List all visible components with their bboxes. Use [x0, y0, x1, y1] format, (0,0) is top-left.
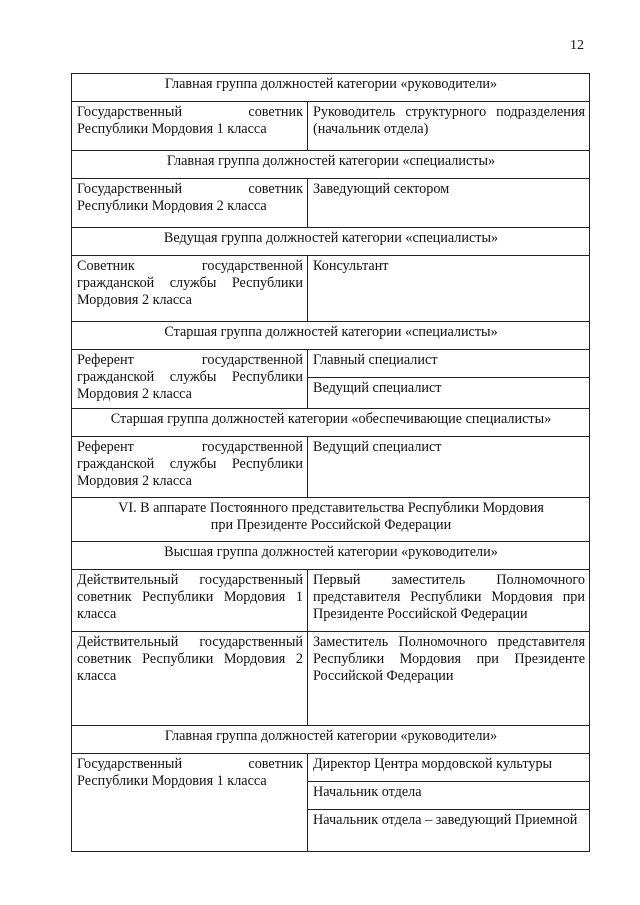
table-row: [72, 350, 590, 378]
table-row: [72, 570, 590, 632]
group-header-row: [72, 409, 590, 437]
class-rank-cell: Референт государственной гражданской службы Республики Мордовия 2 класса: [72, 437, 308, 498]
position-cell: Ведущий специалист: [308, 378, 590, 409]
section-title-line: VI. В аппарате Постоянного представительства Республики Мордовия: [118, 500, 544, 516]
class-rank-cell: Государственный советник Республики Мордовия 1 класса: [72, 754, 308, 852]
group-header: Старшая группа должностей категории «специалисты»: [72, 322, 590, 350]
class-rank-cell: Государственный советник Республики Мордовия 1 класса: [72, 102, 308, 151]
group-header: Старшая группа должностей категории «обеспечивающие специалисты»: [72, 409, 590, 437]
position-cell: Ведущий специалист: [308, 437, 590, 498]
table-row: [72, 632, 590, 726]
group-header: Главная группа должностей категории «руководители»: [72, 74, 590, 102]
group-header: Главная группа должностей категории «специалисты»: [72, 151, 590, 179]
group-header: Главная группа должностей категории «руководители»: [72, 726, 590, 754]
positions-table: [71, 73, 590, 852]
class-rank-cell: Действительный государственный советник Республики Мордовия 1 класса: [72, 570, 308, 632]
position-cell: Начальник отдела: [308, 782, 590, 810]
section-header: [72, 498, 590, 542]
position-cell: Главный специалист: [308, 350, 590, 378]
position-cell: Заместитель Полномочного представителя Республики Мордовия при Президенте Российской Федерации: [308, 632, 590, 726]
section-header-row: [72, 498, 590, 542]
position-cell: Консультант: [308, 256, 590, 322]
table-row: [72, 179, 590, 228]
section-title-line: при Президенте Российской Федерации: [210, 517, 452, 533]
page-number: 12: [570, 38, 584, 53]
group-header: Ведущая группа должностей категории «специалисты»: [72, 228, 590, 256]
position-cell: Руководитель структурного подразделения (начальник отдела): [308, 102, 590, 151]
group-header-row: [72, 542, 590, 570]
table-row: [72, 102, 590, 151]
position-cell: Начальник отдела – заведующий Приемной: [308, 810, 590, 852]
position-cell: Директор Центра мордовской культуры: [308, 754, 590, 782]
group-header-row: [72, 151, 590, 179]
position-cell: Первый заместитель Полномочного представителя Республики Мордовия при Президенте Российской Федерации: [308, 570, 590, 632]
position-cell: Заведующий сектором: [308, 179, 590, 228]
table-row: [72, 754, 590, 782]
group-header-row: [72, 322, 590, 350]
table-row: [72, 437, 590, 498]
group-header: Высшая группа должностей категории «руководители»: [72, 542, 590, 570]
class-rank-cell: Государственный советник Республики Мордовия 2 класса: [72, 179, 308, 228]
class-rank-cell: Советник государственной гражданской службы Республики Мордовия 2 класса: [72, 256, 308, 322]
class-rank-cell: Референт государственной гражданской службы Республики Мордовия 2 класса: [72, 350, 308, 409]
table-row: [72, 256, 590, 322]
class-rank-cell: Действительный государственный советник Республики Мордовия 2 класса: [72, 632, 308, 726]
group-header-row: [72, 74, 590, 102]
group-header-row: [72, 228, 590, 256]
group-header-row: [72, 726, 590, 754]
